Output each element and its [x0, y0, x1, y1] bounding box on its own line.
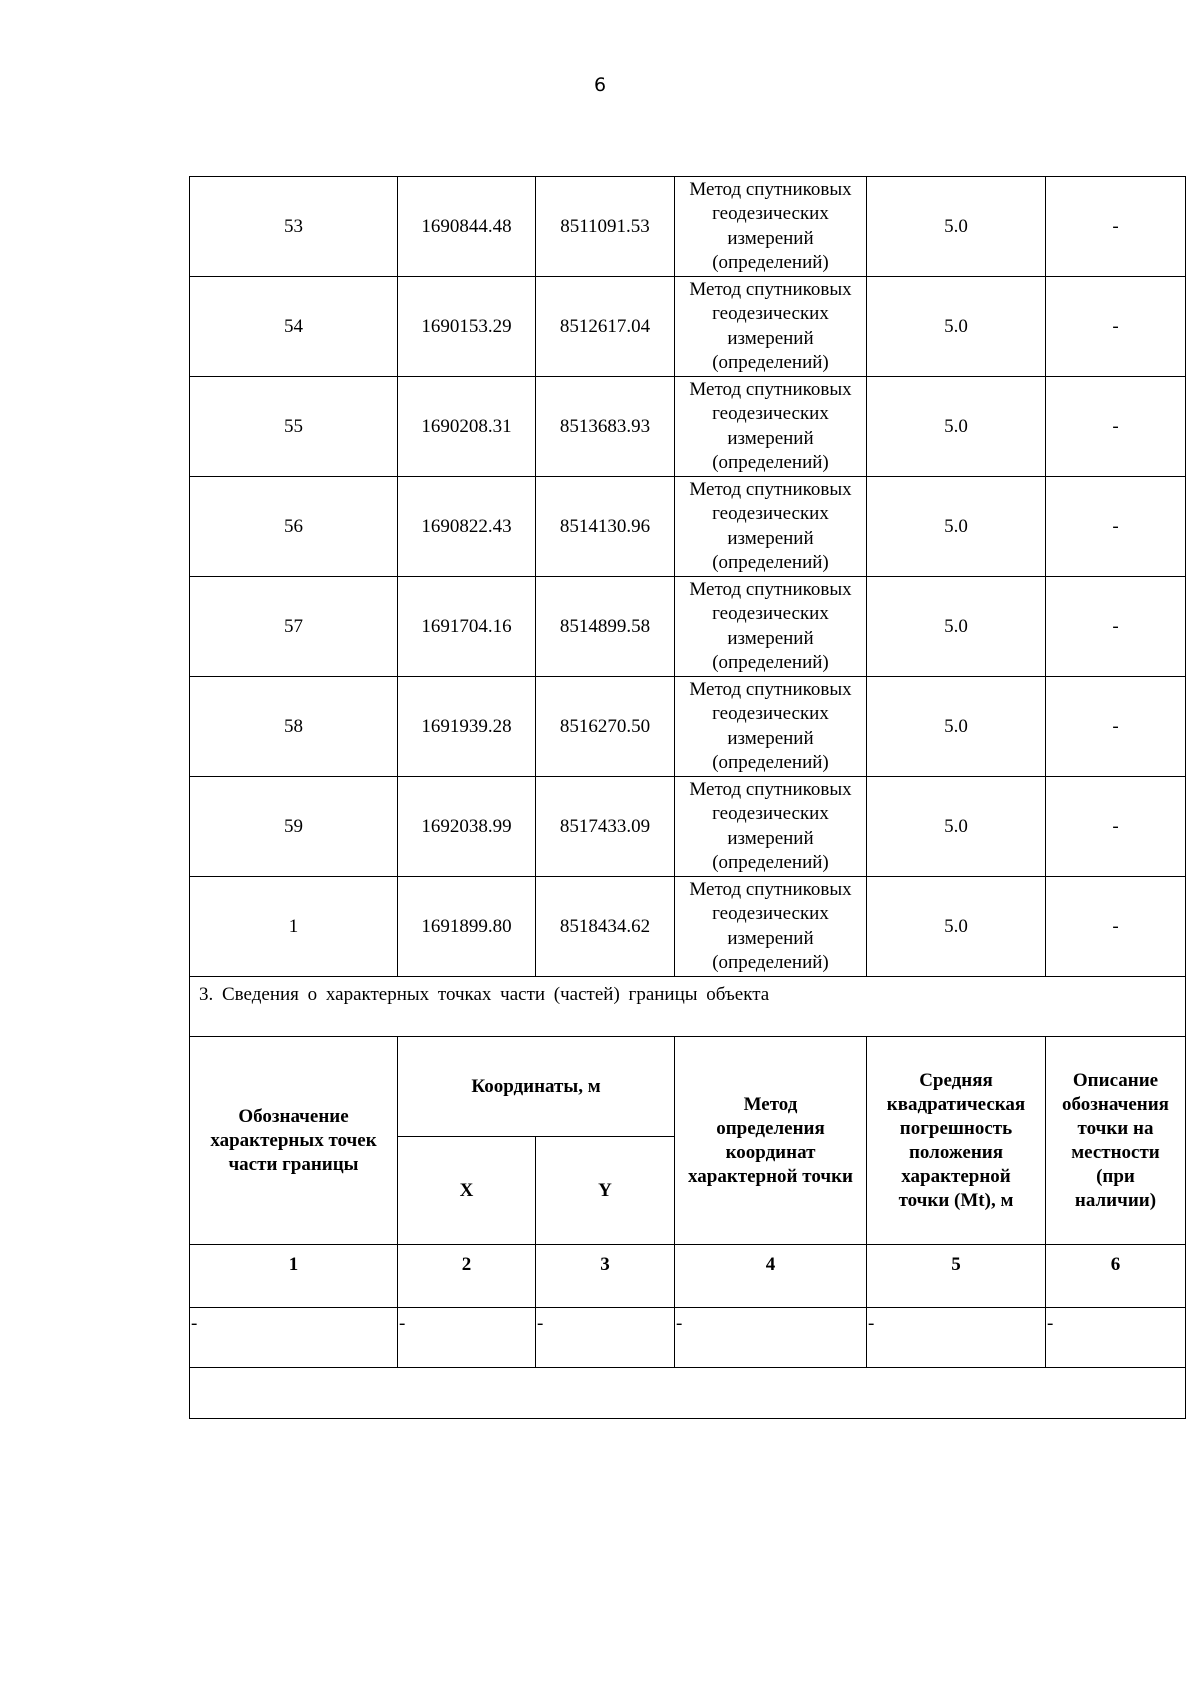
description-cell: - — [1046, 477, 1186, 577]
coordinate-x: 1692038.99 — [398, 777, 536, 877]
cell-line: геодезических — [712, 303, 829, 324]
method-cell — [675, 877, 867, 977]
cell-line: измерений — [727, 727, 814, 749]
column-number-row — [190, 1245, 1186, 1308]
method-cell — [675, 377, 867, 477]
empty-cell: - — [536, 1308, 675, 1368]
description-cell: - — [1046, 177, 1186, 277]
cell-line: измерений — [727, 327, 814, 349]
point-number: 57 — [190, 577, 398, 677]
cell-line: геодезических — [712, 403, 829, 424]
section3-header-row — [190, 1037, 1186, 1137]
cell-line: Метод спутниковых — [689, 378, 852, 400]
column-number: 2 — [398, 1245, 536, 1308]
cell-line: положения — [908, 1141, 1004, 1163]
boundary-points-table — [189, 176, 1186, 1419]
empty-cell: - — [1046, 1308, 1186, 1368]
mt-value: 5.0 — [867, 777, 1046, 877]
coordinate-y: 8514899.58 — [536, 577, 675, 677]
mt-value: 5.0 — [867, 577, 1046, 677]
cell-line: квадратическая — [886, 1093, 1026, 1115]
cell-line: Метод спутниковых — [689, 578, 852, 600]
method-cell — [675, 277, 867, 377]
coordinate-y: 8518434.62 — [536, 877, 675, 977]
coordinate-x: 1690822.43 — [398, 477, 536, 577]
table-row — [190, 577, 1186, 677]
column-number: 6 — [1046, 1245, 1186, 1308]
header-method — [675, 1037, 867, 1245]
table-row — [190, 377, 1186, 477]
coordinate-x: 1690844.48 — [398, 177, 536, 277]
method-cell — [675, 677, 867, 777]
section3-title-row — [190, 977, 1186, 1037]
cell-line: определения — [716, 1117, 825, 1139]
cell-line: наличии) — [1074, 1189, 1157, 1211]
point-number: 54 — [190, 277, 398, 377]
cell-line: Метод — [743, 1093, 798, 1115]
coordinate-y: 8513683.93 — [536, 377, 675, 477]
header-x: X — [398, 1137, 536, 1245]
cell-line: характерных точек — [210, 1129, 377, 1151]
header-description — [1046, 1037, 1186, 1245]
cell-line: Метод спутниковых — [689, 678, 852, 700]
cell-line: (определений) — [712, 652, 829, 673]
cell-line: (определений) — [712, 852, 829, 873]
description-cell: - — [1046, 577, 1186, 677]
cell-line: местности — [1071, 1141, 1160, 1163]
cell-line: измерений — [727, 227, 814, 249]
cell-line: погрешность — [899, 1117, 1013, 1139]
table-row — [190, 677, 1186, 777]
coordinate-x: 1690153.29 — [398, 277, 536, 377]
mt-value: 5.0 — [867, 277, 1046, 377]
mt-value: 5.0 — [867, 477, 1046, 577]
cell-line: геодезических — [712, 703, 829, 724]
header-designation — [190, 1037, 398, 1245]
coordinate-x: 1690208.31 — [398, 377, 536, 477]
empty-cell: - — [867, 1308, 1046, 1368]
description-cell: - — [1046, 777, 1186, 877]
section3-empty-data-row — [190, 1308, 1186, 1368]
method-cell — [675, 577, 867, 677]
header-mt — [867, 1037, 1046, 1245]
section3 — [190, 977, 1186, 1419]
cell-line: геодезических — [712, 603, 829, 624]
coordinate-x: 1691899.80 — [398, 877, 536, 977]
empty-cell: - — [398, 1308, 536, 1368]
table-row — [190, 277, 1186, 377]
cell-line: геодезических — [712, 903, 829, 924]
description-cell: - — [1046, 877, 1186, 977]
coordinate-y: 8516270.50 — [536, 677, 675, 777]
cell-line: геодезических — [712, 803, 829, 824]
description-cell: - — [1046, 677, 1186, 777]
table-row — [190, 177, 1186, 277]
column-number: 3 — [536, 1245, 675, 1308]
method-cell — [675, 777, 867, 877]
cell-line: измерений — [727, 527, 814, 549]
cell-line: Средняя — [919, 1069, 993, 1091]
cell-line: геодезических — [712, 503, 829, 524]
cell-line: обозначения — [1062, 1093, 1169, 1115]
mt-value: 5.0 — [867, 677, 1046, 777]
cell-line: измерений — [727, 827, 814, 849]
description-cell: - — [1046, 277, 1186, 377]
cell-line: Метод спутниковых — [689, 178, 852, 200]
column-number: 4 — [675, 1245, 867, 1308]
coordinate-y: 8512617.04 — [536, 277, 675, 377]
cell-line: Метод спутниковых — [689, 478, 852, 500]
cell-line: Метод спутниковых — [689, 778, 852, 800]
coordinate-x: 1691939.28 — [398, 677, 536, 777]
column-number: 5 — [867, 1245, 1046, 1308]
coordinate-y: 8514130.96 — [536, 477, 675, 577]
header-coordinates: Координаты, м — [398, 1037, 675, 1137]
method-cell — [675, 477, 867, 577]
cell-line: (определений) — [712, 352, 829, 373]
cell-line: характерной — [901, 1165, 1011, 1187]
cell-line: части границы — [228, 1153, 359, 1175]
coordinate-y: 8511091.53 — [536, 177, 675, 277]
cell-line: точки на — [1077, 1117, 1154, 1139]
table-row — [190, 477, 1186, 577]
cell-line: (определений) — [712, 952, 829, 973]
cell-line: измерений — [727, 927, 814, 949]
section3-blank-row — [190, 1368, 1186, 1419]
page-number: 6 — [593, 74, 607, 96]
header-y: Y — [536, 1137, 675, 1245]
cell-line: (определений) — [712, 252, 829, 273]
cell-line: (определений) — [712, 452, 829, 473]
table-row — [190, 777, 1186, 877]
column-number: 1 — [190, 1245, 398, 1308]
description-cell: - — [1046, 377, 1186, 477]
cell-line: точки (Mt), м — [898, 1189, 1014, 1211]
method-cell — [675, 177, 867, 277]
cell-line: измерений — [727, 627, 814, 649]
coordinate-y: 8517433.09 — [536, 777, 675, 877]
mt-value: 5.0 — [867, 877, 1046, 977]
point-number: 1 — [190, 877, 398, 977]
blank-cell — [190, 1368, 1186, 1419]
cell-line: геодезических — [712, 203, 829, 224]
cell-line: характерной точки — [688, 1165, 853, 1187]
cell-line: измерений — [727, 427, 814, 449]
cell-line: Метод спутниковых — [689, 878, 852, 900]
point-number: 53 — [190, 177, 398, 277]
cell-line: (при — [1096, 1165, 1135, 1187]
cell-line: (определений) — [712, 752, 829, 773]
mt-value: 5.0 — [867, 177, 1046, 277]
point-number: 58 — [190, 677, 398, 777]
table-row — [190, 877, 1186, 977]
points-table-body — [190, 177, 1186, 977]
cell-line: (определений) — [712, 552, 829, 573]
coordinate-x: 1691704.16 — [398, 577, 536, 677]
empty-cell: - — [190, 1308, 398, 1368]
mt-value: 5.0 — [867, 377, 1046, 477]
cell-line: Метод спутниковых — [689, 278, 852, 300]
cell-line: Обозначение — [238, 1105, 349, 1127]
point-number: 55 — [190, 377, 398, 477]
cell-line: координат — [725, 1141, 816, 1163]
section3-title: 3. Сведения о характерных точках части (частей) границы объекта — [190, 977, 1186, 1037]
cell-line: Описание — [1072, 1069, 1159, 1091]
point-number: 56 — [190, 477, 398, 577]
empty-cell: - — [675, 1308, 867, 1368]
point-number: 59 — [190, 777, 398, 877]
